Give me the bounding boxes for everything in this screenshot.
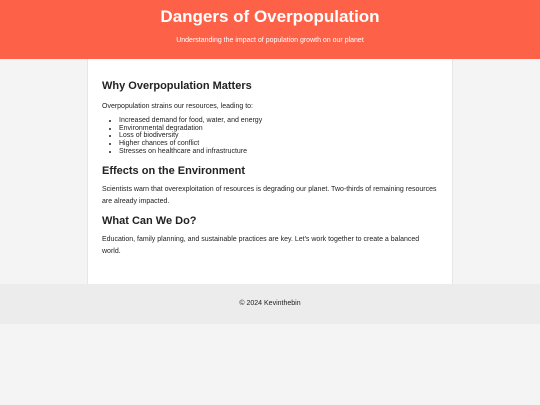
page-subtitle: Understanding the impact of population growth on our planet [176,37,364,44]
list-item: • Increased demand for food, water, and energy [119,117,438,125]
section-action-title: What Can We Do? [102,214,197,227]
list-item: • Higher chances of conflict [119,140,438,148]
section-effects-text: Scientists warn that overexploitation of resources is degrading our planet. Two-thirds of remaining resources are already impacted. [102,185,437,205]
list-item: • Environmental degradation [119,125,438,133]
impact-list [102,117,438,156]
list-item: • Loss of biodiversity [119,132,438,140]
section-why-intro: Overpopulation strains our resources, leading to: [102,103,253,110]
page-footer [0,284,540,324]
page-title: Dangers of Overpopulation [160,7,380,26]
copyright-text: © 2024 Kevinthebin [239,300,301,307]
section-action-text: Education, family planning, and sustainable practices are key. Let's work together to create a balanced world. [102,235,420,255]
section-action [102,214,438,258]
page-header [0,0,540,59]
section-effects-title: Effects on the Environment [102,164,246,177]
list-item: • Stresses on healthcare and infrastructure [119,148,438,156]
section-why [102,79,438,156]
section-effects [102,164,438,208]
section-why-title: Why Overpopulation Matters [102,80,252,92]
main-content [87,59,453,284]
